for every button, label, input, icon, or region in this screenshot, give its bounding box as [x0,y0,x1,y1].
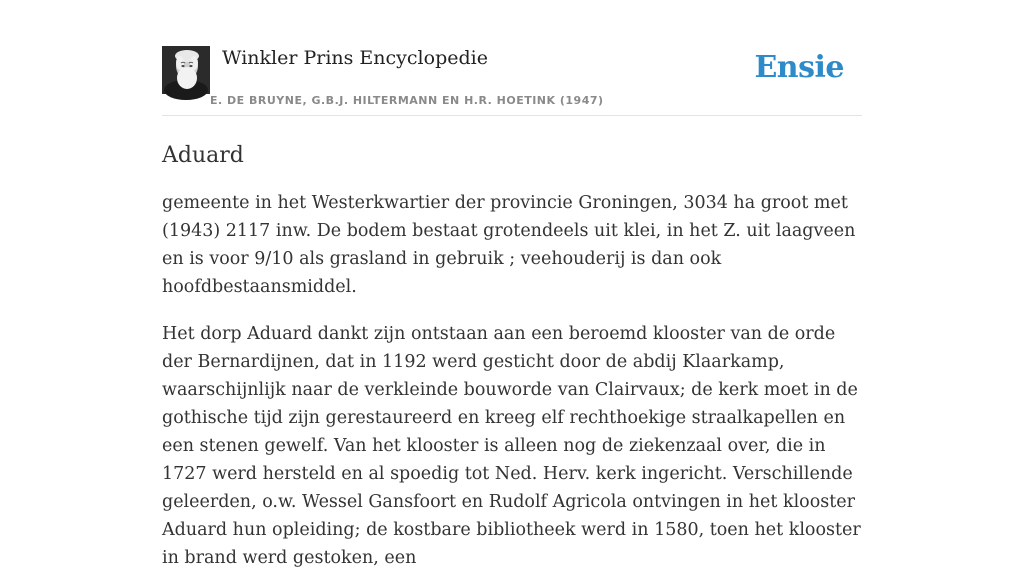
author-portrait-icon [162,46,210,94]
page [162,0,862,572]
article-body [162,189,862,572]
source-header [162,46,862,116]
authors-line: E. DE BRUYNE, G.B.J. HILTERMANN EN H.R. HOETINK (1947) [210,94,604,107]
source-title[interactable]: Winkler Prins Encyclopedie [222,47,488,69]
ensie-logo[interactable]: Ensie [754,50,844,85]
page-title: Aduard [162,143,244,168]
article-paragraph: gemeente in het Westerkwartier der provincie Groningen, 3034 ha groot met (1943) 2117 inw. De bodem bestaat grotendeels uit klei, in het Z. uit laagveen en is voor 9/10 als grasland in gebruik ; veehouderij is dan ook hoofdbestaansmiddel. [162,193,856,297]
article-paragraph: Het dorp Aduard dankt zijn ontstaan aan een beroemd klooster van de orde der Bernardijnen, dat in 1192 werd gesticht door de abdij Klaarkamp, waarschijnlijk naar de verkleinde bouworde van Clairvaux; de kerk moet in de gothische tijd zijn gerestaureerd en kreeg elf rechthoekige straalkapellen en een stenen gewelf. Van het klooster is alleen nog de ziekenzaal over, die in 1727 werd hersteld en al spoedig tot Ned. Herv. kerk ingericht. Verschillende geleerden, o.w. Wessel Gansfoort en Rudolf Agricola ontvingen in het klooster Aduard hun opleiding; de kostbare bibliotheek werd in 1580, toen het klooster in brand werd gestoken, een [162,324,861,568]
